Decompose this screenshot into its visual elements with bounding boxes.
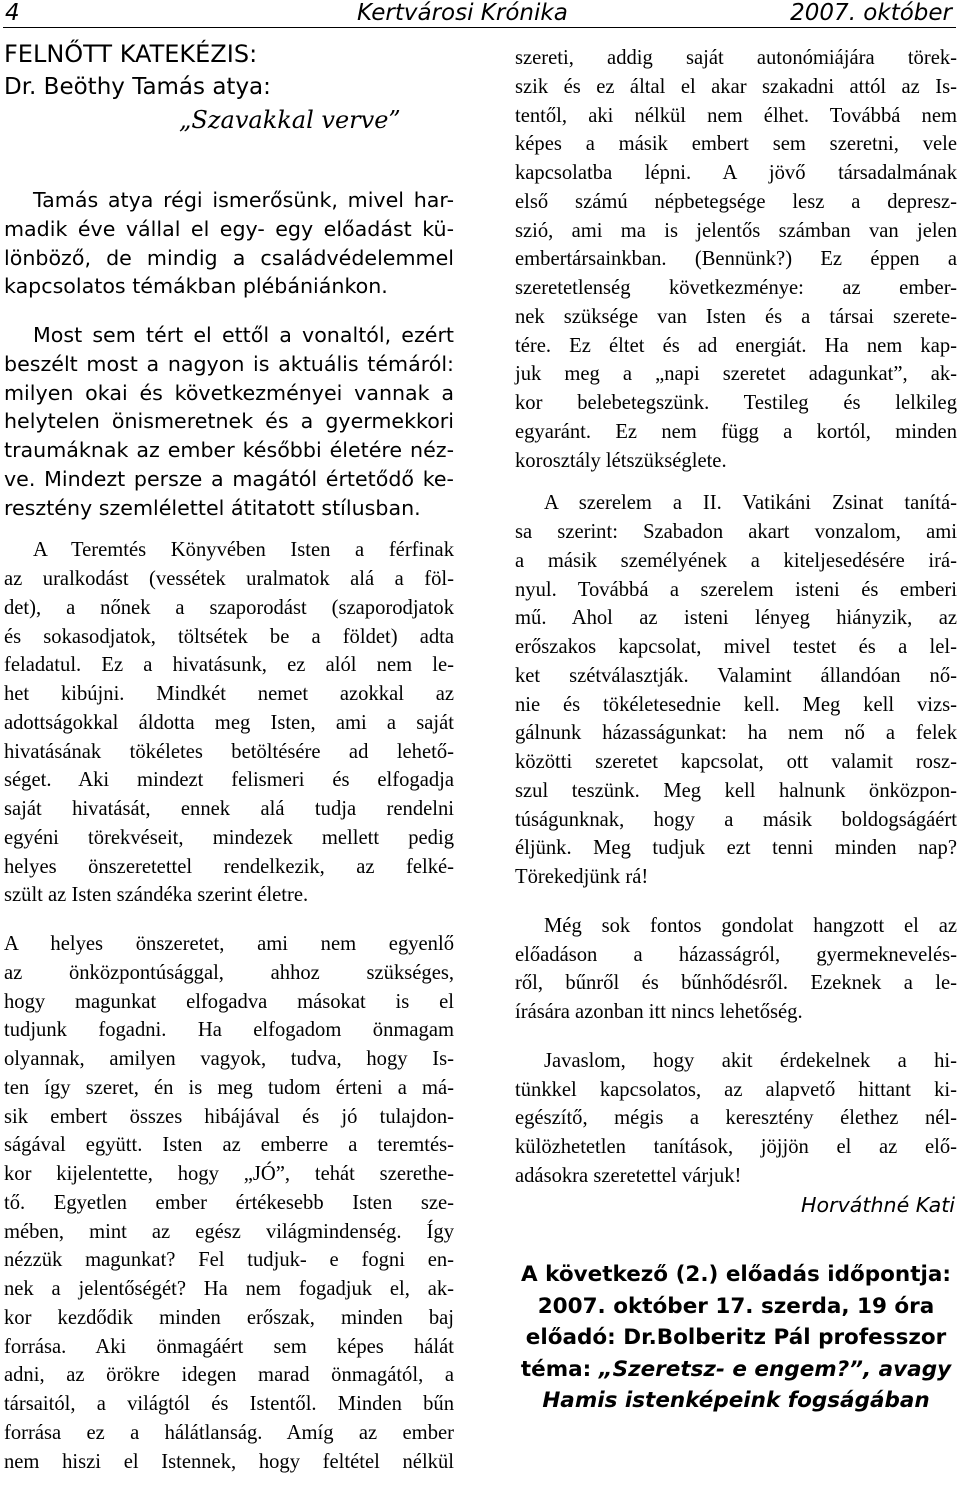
text-line: korosztály létszükséglete. (515, 449, 727, 472)
text-line: forrása. Aki önmagáért sem képes hálát (4, 1335, 454, 1358)
text-line: szió, ami ma is jelentős számban van jelen (515, 219, 957, 242)
text-line: szik és ez által el akar szakadni attól az Is- (515, 75, 957, 98)
page-number: 4 (5, 0, 20, 26)
text-line: het kibújni. Mindkét nemet azokkal az (4, 683, 454, 705)
text-line: egyaránt. Ez nem függ a kortól, minden (515, 420, 957, 443)
article-title: „Szavakkal verve” (179, 106, 401, 134)
text-line: mében, mint az egész világmindenség. Így (4, 1220, 454, 1243)
text-line: szült az Isten szándéka szerint életre. (4, 884, 309, 907)
topic-label: téma: (520, 1356, 599, 1382)
text-line: juk meg a „napi szeretet adagunkat”, ak- (515, 363, 957, 386)
text-line: helytelen önismeretnek és a gyermekkori (4, 409, 454, 434)
text-line: embertársainkban. (Bennünk?) Ez éppen a (515, 248, 957, 271)
text-line: A szerelem a II. Vatikáni Zsinat tanítá- (544, 492, 957, 515)
text-line: egészítő, mégis a keresztény élethez nél- (515, 1107, 957, 1130)
article-author: Dr. Beöthy Tamás atya: (4, 74, 271, 100)
text-line: kapcsolatba lépni. A jövő társadalmának (515, 162, 957, 184)
text-line: adásokra szeretettel várjuk! (515, 1164, 742, 1187)
text-line: hogy magunkat elfogadva másokat is el (4, 990, 454, 1013)
text-line: Tamás atya régi ismerősünk, mivel har- (33, 188, 454, 212)
paragraph-invitation (515, 1047, 957, 1191)
text-line: Most sem tért el ettől a vonaltól, ezért (33, 323, 454, 347)
text-line: kor belebetegszünk. Testileg és lelkileg (515, 392, 957, 414)
text-line: tudjunk fogadni. Ha elfogadom önmagam (4, 1019, 454, 1042)
text-line: kapcsolatos témákban plébániánkon. (4, 274, 388, 299)
text-line: tentől, aki nélkül nem élhet. Továbbá nem (515, 104, 957, 127)
text-line: tére. Ez éltet és ad energiát. Ha nem kap- (515, 334, 957, 357)
text-line: sik embert összes hibájával és jó tulajdon- (4, 1105, 454, 1128)
text-line: ten így szeret, én is meg tudom érteni a má- (4, 1076, 454, 1099)
text-line: szul teszünk. Meg kell halnunk önközpon- (515, 779, 957, 802)
text-line: traumáknak az ember későbbi életére néz- (4, 438, 454, 462)
text-line: nyul. Továbbá a szerelem isteni és emberi (515, 578, 957, 601)
paragraph-more-thoughts (515, 912, 957, 1027)
article-kicker: FELNŐTT KATEKÉZIS: (4, 40, 258, 68)
text-line: mű. Ahol az isteni lényeg hiányzik, az (515, 607, 957, 630)
announcement-topic (515, 1354, 957, 1386)
text-line: resztény szemlélettel átitatott stílusban. (4, 495, 421, 520)
paragraph-intro (4, 186, 454, 301)
text-line: erőszakos kapcsolat, mivel testet és a lel- (515, 636, 957, 658)
text-line: milyen okai és következményei vannak a (4, 380, 454, 405)
text-line: nem hiszi el Istennek, hogy feltétel nélkül (4, 1450, 454, 1473)
text-line: séget. Aki mindezt felismeri és elfogadja (4, 769, 454, 792)
text-line: tünkkel kapcsolatos, az alapvető hittant ki- (515, 1078, 957, 1101)
text-line: szereti, addig saját autonómiájára törek- (515, 47, 957, 69)
text-line: első számú népbetegsége lesz a depresz- (515, 190, 957, 213)
text-line: saját hivatását, ennek alá tudja rendelni (4, 798, 454, 820)
page-header (3, 0, 956, 28)
next-lecture-announcement (515, 1259, 957, 1417)
announcement-speaker: előadó: Dr.Bolberitz Pál professzor (525, 1325, 947, 1351)
publication-name: Kertvárosi Krónika (357, 0, 568, 26)
author-signature: Horváthné Kati (801, 1192, 955, 1217)
text-line: túságunknak, hogy a másik boldogságáért (515, 808, 957, 831)
text-line: ről, bűnről és bűnhődésről. Ezeknek a le- (515, 972, 957, 995)
paragraph-continuation (515, 44, 957, 475)
text-line: A helyes önszeretet, ami nem egyenlő (4, 933, 454, 955)
text-line: adottságokkal áldotta meg Isten, ami a saját (4, 711, 454, 734)
issue-date: 2007. október (790, 0, 952, 26)
text-line: éljünk. Meg tudjuk ezt tenni minden nap? (515, 837, 957, 860)
announcement-date: 2007. október 17. szerda, 19 óra (537, 1293, 935, 1319)
text-line: beszélt most a nagyon is aktuális témáról: (4, 351, 454, 376)
text-line: írására azonban itt nincs lehetőség. (515, 1001, 803, 1023)
text-line: sa szerint: Szabadon akart vonzalom, ami (515, 521, 957, 543)
text-line: előadáson a házasságról, gyermeknevelés- (515, 943, 957, 966)
text-line: lönböző, de mindig a családvédelemmel (4, 245, 454, 270)
announcement-line: A következő (2.) előadás időpontja: (521, 1262, 951, 1288)
text-line: olyannak, amilyen vagyok, tudva, hogy Is- (4, 1048, 454, 1070)
text-line: az uralkodást (vessétek uralmatok alá a föl- (4, 568, 454, 590)
text-line: A Teremtés Könyvében Isten a férfinak (33, 539, 454, 562)
text-line: kor kijelentette, hogy „JÓ”, tehát szerethe- (4, 1163, 454, 1185)
text-line: és sokasodjatok, töltsétek be a földet) adta (4, 625, 454, 648)
text-line: ve. Mindezt persze a magától értetődő ke- (4, 466, 454, 491)
text-line: adni, az örökre idegen marad önmagától, a (4, 1364, 454, 1387)
text-line: szeretetlenség következménye: az ember- (515, 277, 957, 299)
text-line: közötti szeretet kapcsolat, ott valamit rosz- (515, 751, 957, 773)
text-line: társaitól, a világtól és Istentől. Minden bűn (4, 1393, 454, 1415)
paragraph-topic (4, 321, 454, 522)
text-line: egyéni törekvéseit, mindezek mellett pedig (4, 826, 454, 849)
right-column (515, 44, 957, 1417)
text-line: ságával együtt. Isten az emberre a teremtés- (4, 1134, 454, 1157)
text-line: nek szüksége van Isten és a társai szerete- (515, 305, 957, 328)
text-line: ket szétválasztják. Valamint állandóan nő- (515, 664, 957, 687)
text-line: nek a jelentőségét? Ha nem fogadjuk el, ak- (4, 1278, 454, 1300)
text-line: nézzük magunkat? Fel tudjuk- e fogni en- (4, 1249, 454, 1272)
text-line: az önközpontúsággal, ahhoz szükséges, (4, 961, 454, 984)
text-line: kor kezdődik minden erőszak, minden baj (4, 1306, 454, 1329)
announcement-topic-subtitle: Hamis istenképeink fogságában (542, 1388, 930, 1414)
left-column (4, 38, 454, 1476)
paragraph-self-love (4, 930, 454, 1476)
text-line: forrása ez a hálátlanság. Amíg az ember (4, 1421, 454, 1444)
text-line: gálnunk házasságunkat: ha nem nő a felek (515, 722, 957, 745)
paragraph-genesis (4, 536, 454, 910)
text-line: hivatásának tökéletes betöltésére ad lehető- (4, 740, 454, 763)
text-line: nie és tökéletesednie kell. Meg kell vizs- (515, 693, 957, 716)
text-line: madik éve vállal el egy- egy előadást kü- (4, 216, 454, 241)
text-line: Törekedjünk rá! (515, 866, 649, 888)
text-line: külözhetetlen tanítások, jöjjön el az elő- (515, 1136, 957, 1158)
text-line: a másik személyének a kiteljesedésére irá- (515, 549, 957, 572)
text-line: Javaslom, hogy akit érdekelnek a hi- (544, 1049, 957, 1072)
text-line: helyes önszeretettel rendelkezik, az felké- (4, 855, 454, 878)
text-line: tő. Egyetlen ember értékesebb Isten sze- (4, 1191, 454, 1214)
topic-title: „Szeretsz- e engem?”, avagy (598, 1356, 952, 1382)
text-line: feladatul. Ez a hivatásunk, ez alól nem le- (4, 654, 454, 677)
text-line: képes a másik embert sem szeretni, vele (515, 133, 957, 156)
text-line: Még sok fontos gondolat hangzott el az (544, 914, 957, 937)
text-line: det), a nőnek a szaporodást (szaporodjatok (4, 596, 454, 619)
paragraph-love (515, 489, 957, 892)
